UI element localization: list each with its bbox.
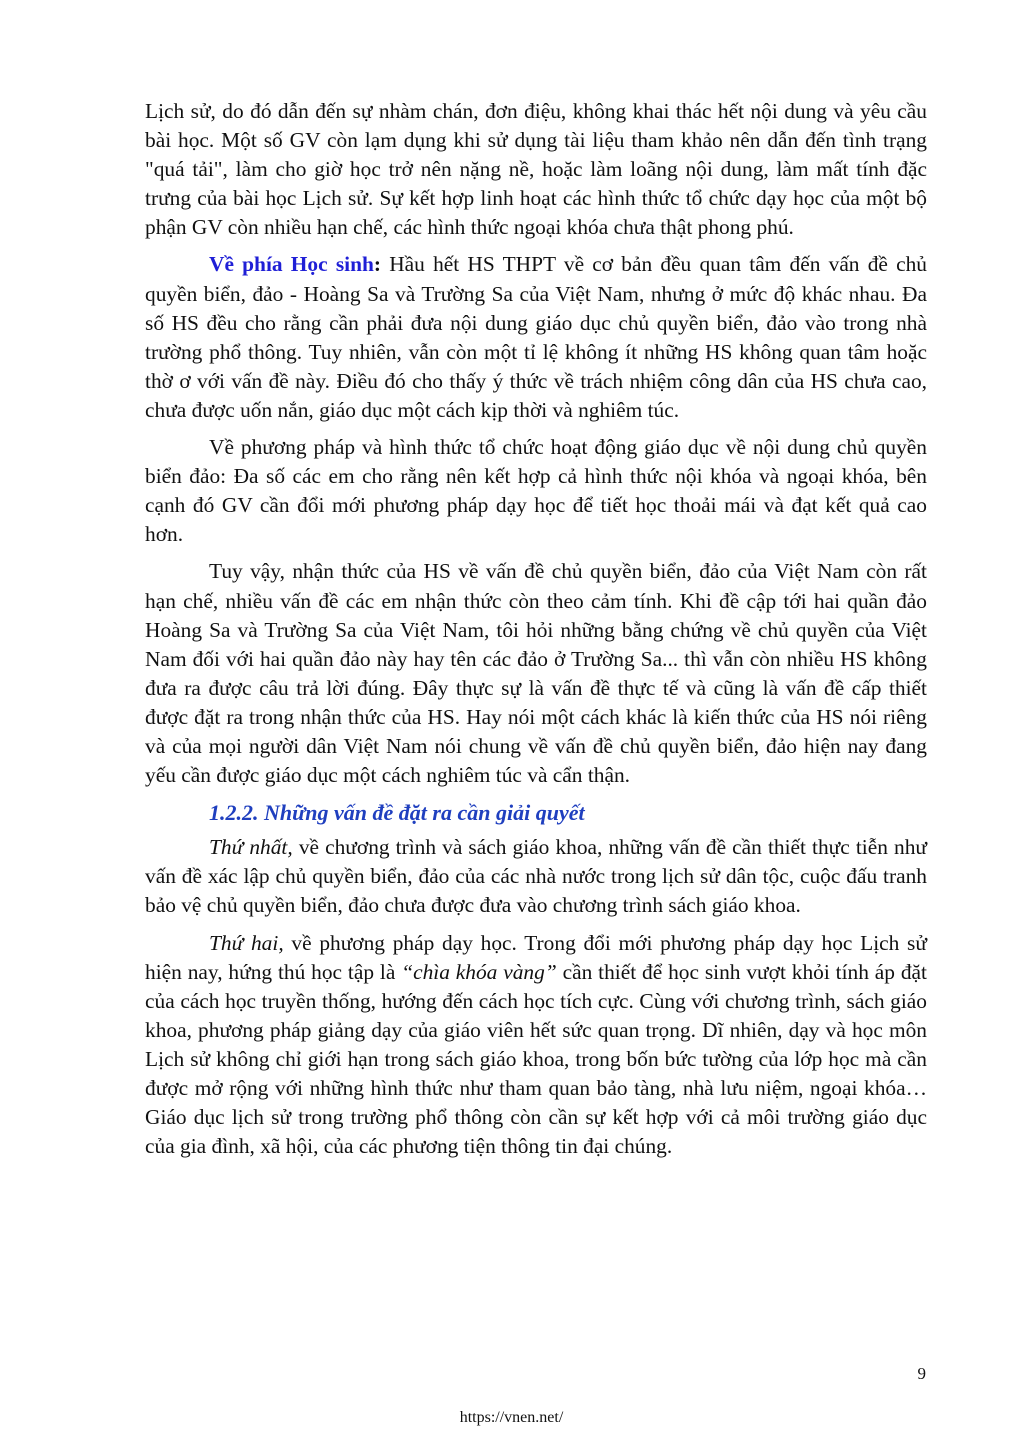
page-number: 9 [917,1364,926,1383]
paragraph-text: Tuy vậy, nhận thức của HS về vấn đề chủ quyền biển, đảo của Việt Nam còn rất hạn chế, nhiều vấn đề các em nhận thức còn theo cảm tính. Khi đề cập tới hai quần đảo Hoàng Sa và Trường Sa của Việt Nam, tôi hỏi những bằng chứng về chủ quyền của Việt Nam đối với hai quần đảo này hay tên các đảo ở Trường Sa... thì vẫn còn nhiều HS không đưa ra được câu trả lời đúng. Đây thực sự là vấn đề thực tế và cũng là vấn đề cấp thiết được đặt ra trong nhận thức của HS. Hay nói một cách khác là kiến thức của HS nói riêng và của mọi người dân Việt Nam nói chung về vấn đề chủ quyền biển, đảo hiện nay đang yếu cần được giáo dục một cách nghiêm túc và cẩn thận. [145,559,927,788]
paragraph-lead-hoc-sinh: Về phía Học sinh [209,252,374,277]
paragraph-hoc-sinh [145,250,927,425]
paragraph-text: Lịch sử, do đó dẫn đến sự nhàm chán, đơn điệu, không khai thác hết nội dung và yêu cầu bài học. Một số GV còn lạm dụng khi sử dụng tài liệu tham khảo nên dẫn đến tình trạng "quá tải", làm cho giờ học trở nên nặng nề, hoặc làm loãng nội dung, làm mất tính đặc trưng của bài học Lịch sử. Sự kết hợp linh hoạt các hình thức tổ chức dạy học của một bộ phận GV còn nhiều hạn chế, các hình thức ngoại khóa chưa thật phong phú. [145,99,927,240]
paragraph-lead-thu-nhat: Thứ nhất, [209,835,293,860]
paragraph-lich-su-continuation [145,97,927,242]
paragraph-phuong-phap [145,433,927,549]
paragraph-thu-hai [145,929,927,1162]
paragraph-text: về chương trình và sách giáo khoa, những vấn đề cần thiết thực tiễn như vấn đề xác lập chủ quyền biển, đảo của các nhà nước trong lịch sử dân tộc, cuộc đấu tranh bảo vệ chủ quyền biển, đảo chưa được đưa vào chương trình sách giáo khoa. [145,835,928,918]
section-heading: 1.2.2. Những vấn đề đặt ra cần giải quyết [209,800,585,826]
paragraph-thu-nhat [145,833,927,920]
lead-colon: : [373,252,382,277]
paragraph-text-part-a: về phương pháp dạy học. Trong đổi mới phương pháp dạy học Lịch sử hiện nay, hứng thú học tập là [145,930,927,984]
document-body [145,97,927,1169]
quote-chia-khoa-vang: “chìa khóa vàng” [401,959,557,984]
footer-link[interactable]: https://vnen.net/ [459,1409,564,1426]
paragraph-tuy-vay [145,557,927,790]
paragraph-lead-thu-hai: Thứ hai, [209,930,284,955]
paragraph-text: Về phương pháp và hình thức tổ chức hoạt động giáo dục về nội dung chủ quyền biển đảo: Đa số các em cho rằng nên kết hợp cả hình thức nội khóa và ngoại khóa, bên cạnh đó GV cần đổi mới phương pháp dạy học để tiết học thoải mái và đạt kết quả cao hơn. [145,435,927,547]
paragraph-text: Hầu hết HS THPT về cơ bản đều quan tâm đến vấn đề chủ quyền biển, đảo - Hoàng Sa và Trường Sa của Việt Nam, nhưng ở mức độ khác nhau. Đa số HS đều cho rằng cần phải đưa nội dung giáo dục chủ quyền biển, đảo vào trong nhà trường phổ thông. Tuy nhiên, vẫn còn một tỉ lệ không ít những HS không quan tâm hoặc thờ ơ với vấn đề này. Điều đó cho thấy ý thức về trách nhiệm công dân của HS chưa cao, chưa được uốn nắn, giáo dục một cách kịp thời và nghiêm túc. [145,252,927,422]
paragraph-text-part-b: cần thiết để học sinh vượt khỏi tính áp đặt của cách học truyền thống, hướng đến cách học tích cực. Cùng với chương trình, sách giáo khoa, phương pháp giảng dạy của giáo viên hết sức quan trọng. Dĩ nhiên, dạy và học môn Lịch sử không chỉ giới hạn trong sách giáo khoa, trong bốn bức tường của lớp học mà cần được mở rộng với những hình thức như tham quan bảo tàng, nhà lưu niệm, ngoại khóa… Giáo dục lịch sử trong trường phổ thông còn cần sự kết hợp với cả môi trường giáo dục của gia đình, xã hội, của các phương tiện thông tin đại chúng. [145,959,927,1159]
